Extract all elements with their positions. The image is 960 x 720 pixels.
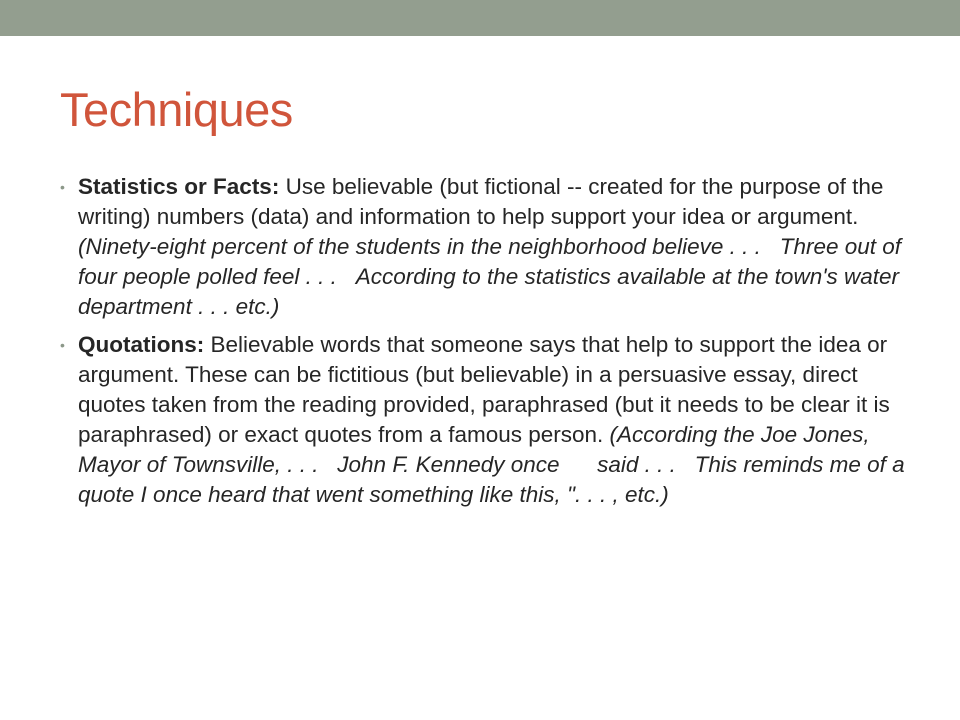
bullet-example: According to the statistics available at the town's water department . . . etc.) (78, 264, 900, 319)
bullet-dot-icon: • (60, 179, 65, 195)
bullet-example: Three out of four people polled feel . . . (78, 234, 902, 289)
bullet-example: said . . . (597, 452, 676, 477)
bullet-list (60, 172, 905, 518)
bullet-term: Quotations: (78, 332, 205, 357)
bullet-example: (Ninety-eight percent of the students in the neighborhood believe . . . (78, 234, 761, 259)
bullet-text: Believable words that someone says that help to support the idea or argument. These can be fictitious (but believable) in a persuasive essay, direct quotes taken from the reading provided, paraphrased (but it needs to be clear it is paraphrased) or exact quotes from a famous person. (78, 332, 890, 447)
bullet-text: Use believable (but fictional -- created for the purpose of the writing) numbers (data) and information to help support your idea or argument. (78, 174, 884, 229)
slide-title: Techniques (60, 83, 293, 136)
bullet-item-quotations (60, 330, 905, 510)
bullet-item-statistics (60, 172, 905, 322)
bullet-example: John F. Kennedy once (337, 452, 560, 477)
bullet-dot-icon: • (60, 337, 65, 353)
top-accent-bar (0, 0, 960, 36)
bullet-example: (According the Joe Jones, Mayor of Townsville, . . . (78, 422, 870, 477)
bullet-example: This reminds me of a quote I once heard that went something like this, ". . . , etc.) (78, 452, 905, 507)
bullet-term: Statistics or Facts: (78, 174, 280, 199)
